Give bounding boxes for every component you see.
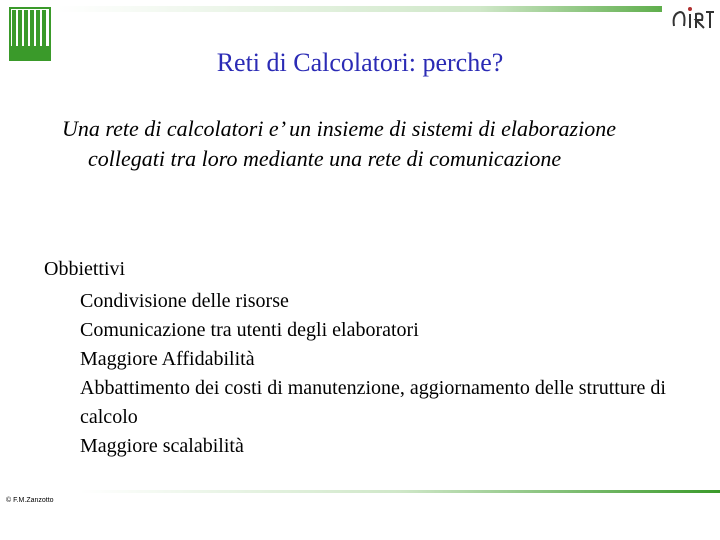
intro-text: Una rete di calcolatori e’ un insieme di sistemi di elaborazione collegati tra loro mediante una rete di comunicazione — [62, 116, 616, 171]
objectives-heading: Obbiettivi — [44, 258, 126, 280]
objective-item: Maggiore Affidabilità — [80, 348, 255, 370]
objective-item: Maggiore scalabilità — [80, 435, 244, 457]
objective-item: Comunicazione tra utenti degli elaboratori — [80, 319, 419, 341]
objectives-list — [80, 287, 680, 461]
slide-title: Reti di Calcolatori: perche? — [216, 48, 504, 77]
objective-item: Condivisione delle risorse — [80, 290, 289, 312]
copyright-notice: © F.M.Zanzotto — [6, 497, 54, 504]
objective-item: Abbattimento dei costi di manutenzione, aggiornamento delle strutture di calcolo — [80, 377, 666, 428]
footer-rule — [80, 490, 720, 493]
intro-paragraph — [62, 114, 682, 174]
header-band — [56, 4, 662, 14]
art-logo — [668, 4, 716, 52]
